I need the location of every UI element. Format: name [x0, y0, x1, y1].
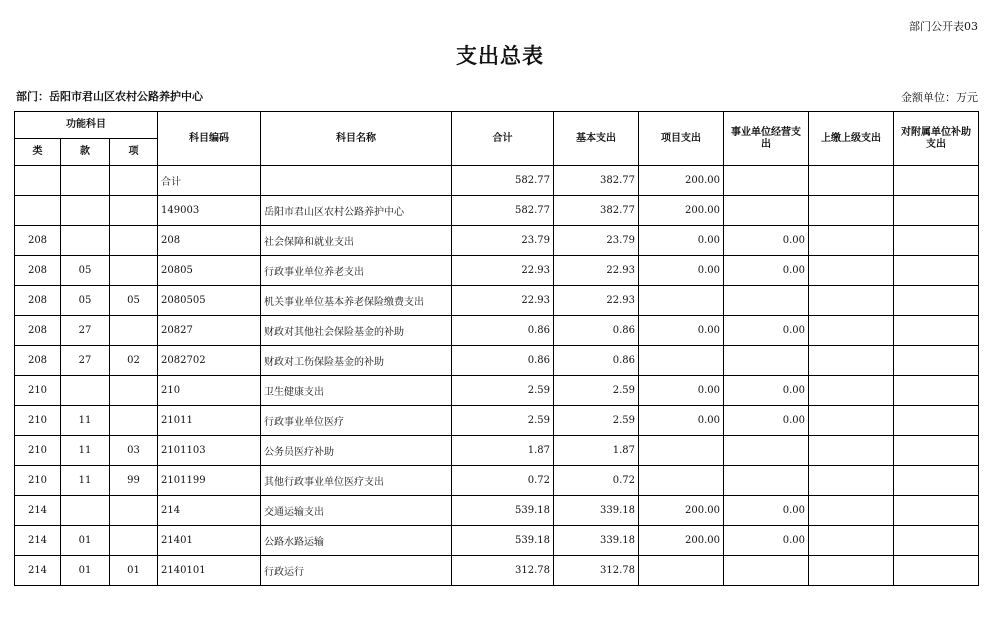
table-row — [15, 226, 979, 256]
cell-project — [639, 556, 724, 586]
cell-basic: 22.93 — [554, 286, 639, 316]
cell-xiang: 02 — [110, 346, 158, 376]
cell-kuan — [61, 496, 110, 526]
cell-kuan: 01 — [61, 526, 110, 556]
header-code: 科目编码 — [158, 112, 261, 166]
header-project: 项目支出 — [639, 112, 724, 166]
cell-subsidy — [894, 196, 979, 226]
cell-business — [724, 556, 809, 586]
cell-total: 539.18 — [452, 496, 554, 526]
cell-total: 2.59 — [452, 376, 554, 406]
cell-basic: 312.78 — [554, 556, 639, 586]
cell-project: 200.00 — [639, 196, 724, 226]
cell-code: 20827 — [158, 316, 261, 346]
cell-lei: 210 — [15, 376, 61, 406]
cell-name: 行政事业单位养老支出 — [261, 256, 452, 286]
cell-xiang — [110, 526, 158, 556]
cell-kuan: 01 — [61, 556, 110, 586]
cell-xiang — [110, 196, 158, 226]
header-xiang: 项 — [110, 139, 158, 166]
cell-code: 2082702 — [158, 346, 261, 376]
cell-kuan: 27 — [61, 346, 110, 376]
cell-code: 149003 — [158, 196, 261, 226]
cell-business — [724, 346, 809, 376]
cell-basic: 339.18 — [554, 496, 639, 526]
cell-subsidy — [894, 406, 979, 436]
cell-subsidy — [894, 286, 979, 316]
table-row — [15, 436, 979, 466]
table-row — [15, 526, 979, 556]
table-row — [15, 376, 979, 406]
cell-xiang — [110, 166, 158, 196]
table-row — [15, 466, 979, 496]
page-title: 支出总表 — [456, 44, 544, 68]
cell-basic: 382.77 — [554, 166, 639, 196]
cell-business — [724, 196, 809, 226]
cell-upper — [809, 466, 894, 496]
cell-business: 0.00 — [724, 316, 809, 346]
cell-total: 0.72 — [452, 466, 554, 496]
cell-xiang: 03 — [110, 436, 158, 466]
cell-lei: 208 — [15, 226, 61, 256]
cell-upper — [809, 286, 894, 316]
cell-subsidy — [894, 256, 979, 286]
cell-code: 21011 — [158, 406, 261, 436]
cell-project: 0.00 — [639, 256, 724, 286]
cell-name: 行政运行 — [261, 556, 452, 586]
cell-subsidy — [894, 166, 979, 196]
cell-project: 200.00 — [639, 166, 724, 196]
cell-code: 合计 — [158, 166, 261, 196]
cell-xiang — [110, 316, 158, 346]
header-basic: 基本支出 — [554, 112, 639, 166]
cell-project: 200.00 — [639, 526, 724, 556]
cell-project — [639, 346, 724, 376]
header-total: 合计 — [452, 112, 554, 166]
table-row — [15, 166, 979, 196]
cell-basic: 0.72 — [554, 466, 639, 496]
cell-kuan — [61, 376, 110, 406]
cell-total: 0.86 — [452, 346, 554, 376]
cell-lei: 210 — [15, 406, 61, 436]
cell-name: 岳阳市君山区农村公路养护中心 — [261, 196, 452, 226]
cell-business: 0.00 — [724, 376, 809, 406]
cell-project — [639, 286, 724, 316]
cell-kuan: 05 — [61, 256, 110, 286]
cell-kuan: 27 — [61, 316, 110, 346]
cell-lei: 208 — [15, 286, 61, 316]
cell-subsidy — [894, 376, 979, 406]
table-row — [15, 286, 979, 316]
cell-subsidy — [894, 496, 979, 526]
cell-name: 公务员医疗补助 — [261, 436, 452, 466]
cell-name — [261, 166, 452, 196]
cell-total: 582.77 — [452, 196, 554, 226]
cell-business: 0.00 — [724, 256, 809, 286]
table-row — [15, 496, 979, 526]
header-upper: 上缴上级支出 — [809, 112, 894, 166]
cell-subsidy — [894, 466, 979, 496]
cell-basic: 2.59 — [554, 376, 639, 406]
cell-lei: 208 — [15, 316, 61, 346]
cell-kuan: 11 — [61, 406, 110, 436]
cell-xiang — [110, 376, 158, 406]
cell-code: 2101199 — [158, 466, 261, 496]
cell-total: 2.59 — [452, 406, 554, 436]
cell-upper — [809, 196, 894, 226]
cell-basic: 339.18 — [554, 526, 639, 556]
cell-business — [724, 436, 809, 466]
cell-basic: 0.86 — [554, 346, 639, 376]
cell-subsidy — [894, 346, 979, 376]
cell-lei: 210 — [15, 466, 61, 496]
cell-business: 0.00 — [724, 496, 809, 526]
cell-xiang: 05 — [110, 286, 158, 316]
cell-code: 21401 — [158, 526, 261, 556]
cell-code: 210 — [158, 376, 261, 406]
cell-project: 0.00 — [639, 316, 724, 346]
table-row — [15, 196, 979, 226]
cell-code: 2080505 — [158, 286, 261, 316]
header-name: 科目名称 — [261, 112, 452, 166]
cell-lei: 208 — [15, 256, 61, 286]
department-label: 部门：岳阳市君山区农村公路养护中心 — [16, 90, 203, 103]
cell-name: 社会保障和就业支出 — [261, 226, 452, 256]
cell-project: 200.00 — [639, 496, 724, 526]
cell-business: 0.00 — [724, 406, 809, 436]
cell-kuan — [61, 196, 110, 226]
cell-name: 财政对其他社会保险基金的补助 — [261, 316, 452, 346]
cell-total: 23.79 — [452, 226, 554, 256]
cell-xiang — [110, 406, 158, 436]
form-number-label: 部门公开表03 — [909, 20, 978, 33]
cell-upper — [809, 226, 894, 256]
cell-lei — [15, 196, 61, 226]
cell-upper — [809, 166, 894, 196]
cell-total: 1.87 — [452, 436, 554, 466]
cell-xiang: 01 — [110, 556, 158, 586]
cell-upper — [809, 256, 894, 286]
expenditure-table — [14, 111, 979, 586]
cell-total: 22.93 — [452, 256, 554, 286]
cell-business: 0.00 — [724, 526, 809, 556]
cell-upper — [809, 376, 894, 406]
cell-project: 0.00 — [639, 376, 724, 406]
cell-kuan: 05 — [61, 286, 110, 316]
cell-business — [724, 166, 809, 196]
cell-subsidy — [894, 316, 979, 346]
cell-lei: 214 — [15, 556, 61, 586]
cell-name: 机关事业单位基本养老保险缴费支出 — [261, 286, 452, 316]
table-row — [15, 316, 979, 346]
cell-subsidy — [894, 226, 979, 256]
cell-subsidy — [894, 436, 979, 466]
cell-name: 卫生健康支出 — [261, 376, 452, 406]
cell-name: 行政事业单位医疗 — [261, 406, 452, 436]
table-row — [15, 556, 979, 586]
cell-kuan — [61, 166, 110, 196]
cell-code: 208 — [158, 226, 261, 256]
cell-lei: 214 — [15, 526, 61, 556]
cell-lei: 214 — [15, 496, 61, 526]
header-business: 事业单位经营支出 — [724, 112, 809, 166]
cell-subsidy — [894, 556, 979, 586]
amount-unit-label: 金额单位：万元 — [901, 91, 978, 104]
cell-business — [724, 286, 809, 316]
cell-code: 214 — [158, 496, 261, 526]
cell-total: 22.93 — [452, 286, 554, 316]
cell-basic: 1.87 — [554, 436, 639, 466]
cell-upper — [809, 346, 894, 376]
cell-code: 2140101 — [158, 556, 261, 586]
cell-lei: 208 — [15, 346, 61, 376]
cell-upper — [809, 526, 894, 556]
table-row — [15, 256, 979, 286]
cell-business — [724, 466, 809, 496]
cell-basic: 382.77 — [554, 196, 639, 226]
cell-total: 539.18 — [452, 526, 554, 556]
cell-kuan: 11 — [61, 466, 110, 496]
cell-total: 312.78 — [452, 556, 554, 586]
cell-upper — [809, 496, 894, 526]
cell-code: 20805 — [158, 256, 261, 286]
cell-upper — [809, 436, 894, 466]
header-function-subject: 功能科目 — [15, 112, 158, 139]
cell-upper — [809, 556, 894, 586]
cell-lei — [15, 166, 61, 196]
cell-kuan — [61, 226, 110, 256]
cell-xiang — [110, 226, 158, 256]
cell-upper — [809, 406, 894, 436]
cell-project — [639, 466, 724, 496]
cell-basic: 2.59 — [554, 406, 639, 436]
cell-business: 0.00 — [724, 226, 809, 256]
cell-basic: 23.79 — [554, 226, 639, 256]
header-subsidy: 对附属单位补助支出 — [894, 112, 979, 166]
cell-xiang — [110, 496, 158, 526]
cell-total: 0.86 — [452, 316, 554, 346]
cell-subsidy — [894, 526, 979, 556]
header-kuan: 款 — [61, 139, 110, 166]
cell-name: 公路水路运输 — [261, 526, 452, 556]
cell-basic: 0.86 — [554, 316, 639, 346]
cell-code: 2101103 — [158, 436, 261, 466]
cell-xiang: 99 — [110, 466, 158, 496]
cell-project: 0.00 — [639, 406, 724, 436]
cell-name: 其他行政事业单位医疗支出 — [261, 466, 452, 496]
cell-total: 582.77 — [452, 166, 554, 196]
table-row — [15, 346, 979, 376]
table-row — [15, 406, 979, 436]
cell-project: 0.00 — [639, 226, 724, 256]
cell-name: 财政对工伤保险基金的补助 — [261, 346, 452, 376]
cell-lei: 210 — [15, 436, 61, 466]
cell-kuan: 11 — [61, 436, 110, 466]
cell-upper — [809, 316, 894, 346]
cell-xiang — [110, 256, 158, 286]
cell-basic: 22.93 — [554, 256, 639, 286]
cell-project — [639, 436, 724, 466]
header-lei: 类 — [15, 139, 61, 166]
cell-name: 交通运输支出 — [261, 496, 452, 526]
